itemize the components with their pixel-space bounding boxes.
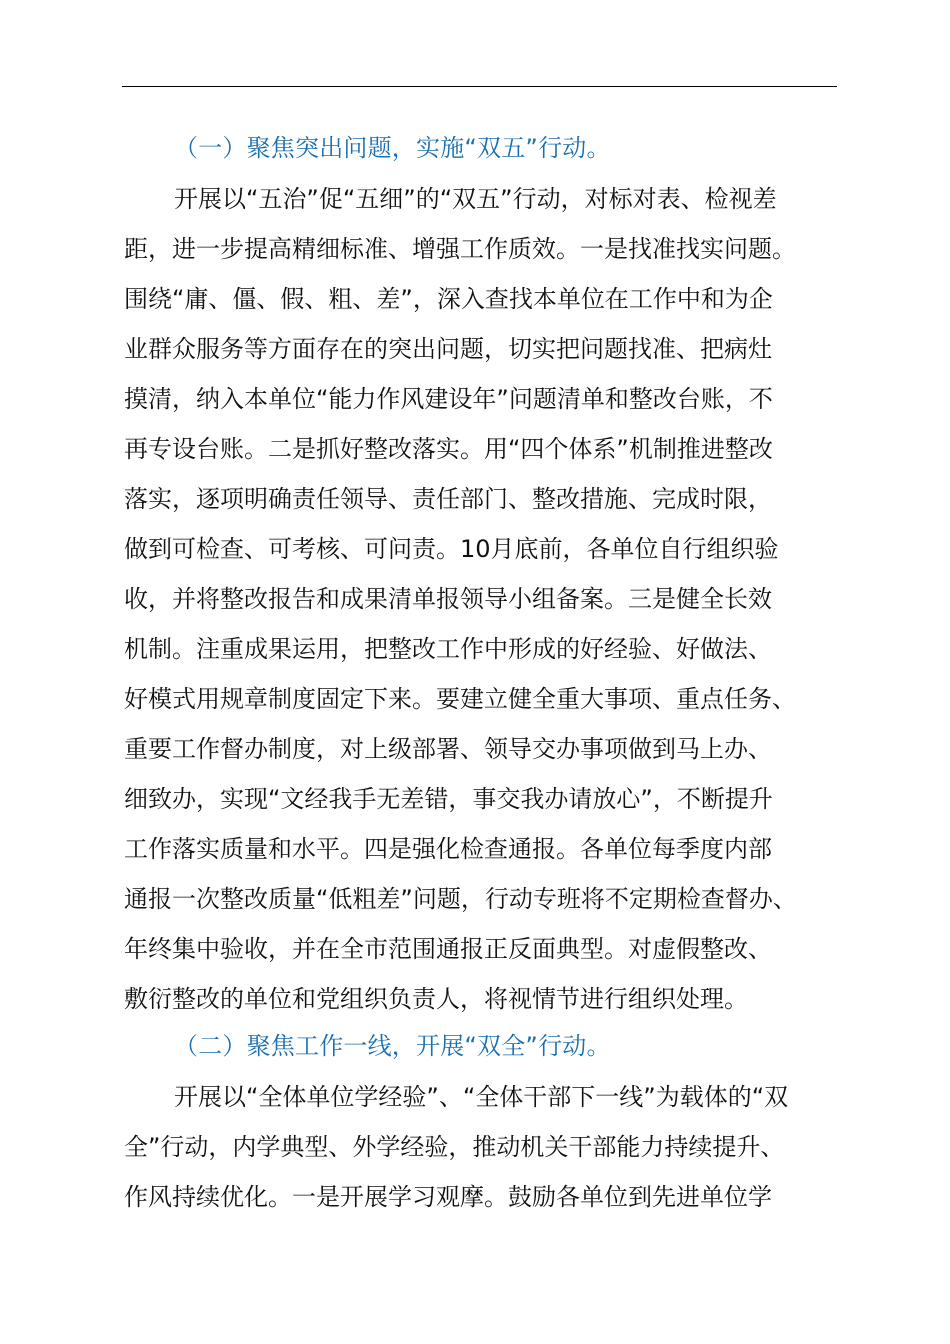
section-1-line-13: 细致办，实现“文经我手无差错，事交我办请放心”，不断提升 xyxy=(124,785,773,813)
section-1-line-15: 通报一次整改质量“低粗差”问题，行动专班将不定期检查督办、 xyxy=(124,885,797,913)
section-1-line-3: 围绕“庸、僵、假、粗、差”，深入查找本单位在工作中和为企 xyxy=(124,285,773,313)
section-1-line-6: 再专设台账。二是抓好整改落实。用“四个体系”机制推进整改 xyxy=(124,435,773,463)
section-1-line-17: 敷衍整改的单位和党组织负责人，将视情节进行组织处理。 xyxy=(124,985,748,1013)
section-2-line-1: 开展以“全体单位学经验”、“全体干部下一线”为载体的“双 xyxy=(174,1083,789,1111)
section-1-line-11: 好模式用规章制度固定下来。要建立健全重大事项、重点任务、 xyxy=(124,685,796,713)
section-1-line-1: 开展以“五治”促“五细”的“双五”行动，对标对表、检视差 xyxy=(174,185,777,213)
section-2-line-3: 作风持续优化。一是开展学习观摩。鼓励各单位到先进单位学 xyxy=(124,1183,772,1211)
section-2-line-2: 全”行动，内学典型、外学经验，推动机关干部能力持续提升、 xyxy=(124,1133,785,1161)
section-1-line-4: 业群众服务等方面存在的突出问题，切实把问题找准、把病灶 xyxy=(124,335,772,363)
section-1-line-8: 做到可检查、可考核、可问责。10月底前，各单位自行组织验 xyxy=(124,535,779,563)
section-1-line-2: 距，进一步提高精细标准、增强工作质效。一是找准找实问题。 xyxy=(124,235,796,263)
section-2-heading: （二）聚焦工作一线，开展“双全”行动。 xyxy=(174,1032,611,1060)
section-1-line-10: 机制。注重成果运用，把整改工作中形成的好经验、好做法、 xyxy=(124,635,772,663)
section-1-line-16: 年终集中验收，并在全市范围通报正反面典型。对虚假整改、 xyxy=(124,935,772,963)
header-rule xyxy=(122,86,837,87)
section-1-line-5: 摸清，纳入本单位“能力作风建设年”问题清单和整改台账，不 xyxy=(124,385,773,413)
section-1-line-9: 收，并将整改报告和成果清单报领导小组备案。三是健全长效 xyxy=(124,585,772,613)
section-1-line-7: 落实，逐项明确责任领导、责任部门、整改措施、完成时限， xyxy=(124,485,772,513)
section-1-line-12: 重要工作督办制度，对上级部署、领导交办事项做到马上办、 xyxy=(124,735,772,763)
section-1-line-14: 工作落实质量和水平。四是强化检查通报。各单位每季度内部 xyxy=(124,835,772,863)
section-1-heading: （一）聚焦突出问题，实施“双五”行动。 xyxy=(174,134,611,162)
